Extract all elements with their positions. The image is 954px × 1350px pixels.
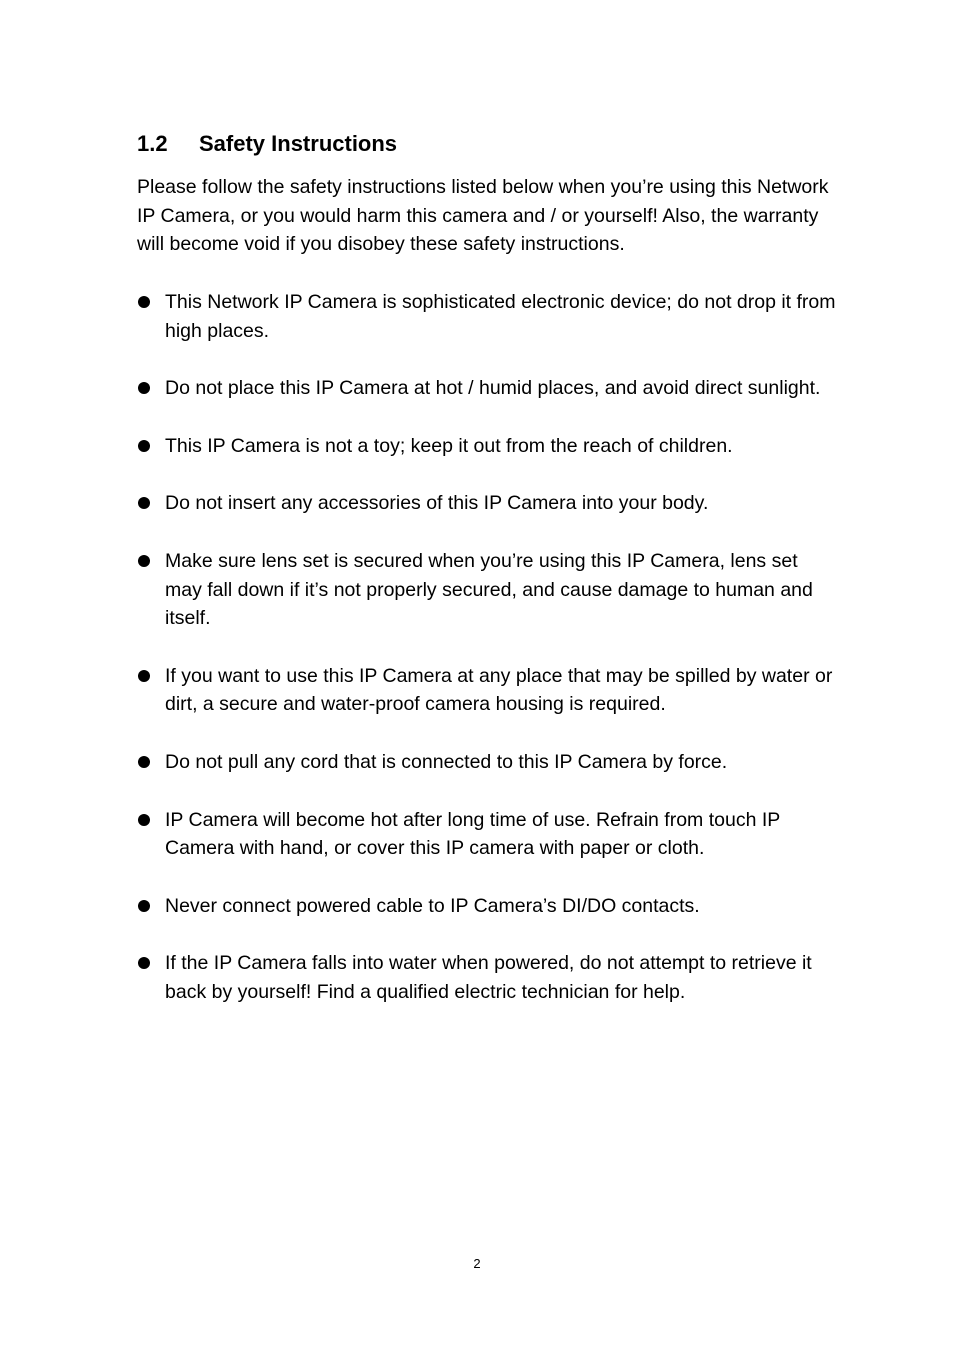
list-item-text: If the IP Camera falls into water when powered, do not attempt to retrieve it back by yourself! Find a qualified electric technician for help.	[165, 952, 812, 1003]
list-item-text: Do not place this IP Camera at hot / humid places, and avoid direct sunlight.	[165, 377, 821, 400]
list-item-text: This Network IP Camera is sophisticated electronic device; do not drop it from high places.	[165, 291, 836, 342]
bullet-icon	[138, 670, 150, 682]
bullet-icon	[138, 814, 150, 826]
list-item-text: IP Camera will become hot after long time of use. Refrain from touch IP Camera with hand, or cover this IP camera with paper or cloth.	[165, 808, 780, 860]
bullet-icon	[138, 555, 150, 567]
page-number: 2	[473, 1256, 481, 1271]
list-item-text: Make sure lens set is secured when you’re using this IP Camera, lens set may fall down if it’s not properly secured, and cause damage to human and itself.	[165, 549, 813, 630]
bullet-icon	[138, 440, 150, 452]
bullet-icon	[138, 756, 150, 768]
bullet-icon	[138, 382, 150, 394]
section-heading	[137, 128, 397, 160]
bullet-icon	[138, 900, 150, 912]
bullet-icon	[138, 957, 150, 969]
section-number: 1.2	[137, 131, 168, 156]
list-item	[137, 432, 837, 461]
list-item	[137, 892, 837, 921]
list-item	[137, 662, 837, 719]
list-item	[137, 547, 837, 633]
list-item	[137, 949, 837, 1006]
list-item	[137, 288, 837, 345]
intro-paragraph: Please follow the safety instructions listed below when you’re using this Network IP Camera, or you would harm this camera and / or yourself! Also, the warranty will become void if you disobey these safety instructions.	[137, 176, 829, 256]
list-item	[137, 489, 837, 518]
list-item-text: If you want to use this IP Camera at any place that may be spilled by water or dirt, a secure and water-proof camera housing is required.	[165, 664, 833, 716]
list-item-text: Do not insert any accessories of this IP Camera into your body.	[165, 492, 709, 515]
bullet-icon	[138, 497, 150, 509]
bullet-icon	[138, 296, 150, 308]
list-item-text: Do not pull any cord that is connected to this IP Camera by force.	[165, 750, 728, 773]
list-item	[137, 806, 837, 863]
list-item-text: Never connect powered cable to IP Camera’s DI/DO contacts.	[165, 894, 700, 917]
section-title: Safety Instructions	[199, 131, 398, 156]
list-item	[137, 374, 837, 403]
list-item	[137, 748, 837, 777]
safety-instructions-list	[137, 288, 837, 1036]
list-item-text: This IP Camera is not a toy; keep it out from the reach of children.	[165, 434, 733, 457]
